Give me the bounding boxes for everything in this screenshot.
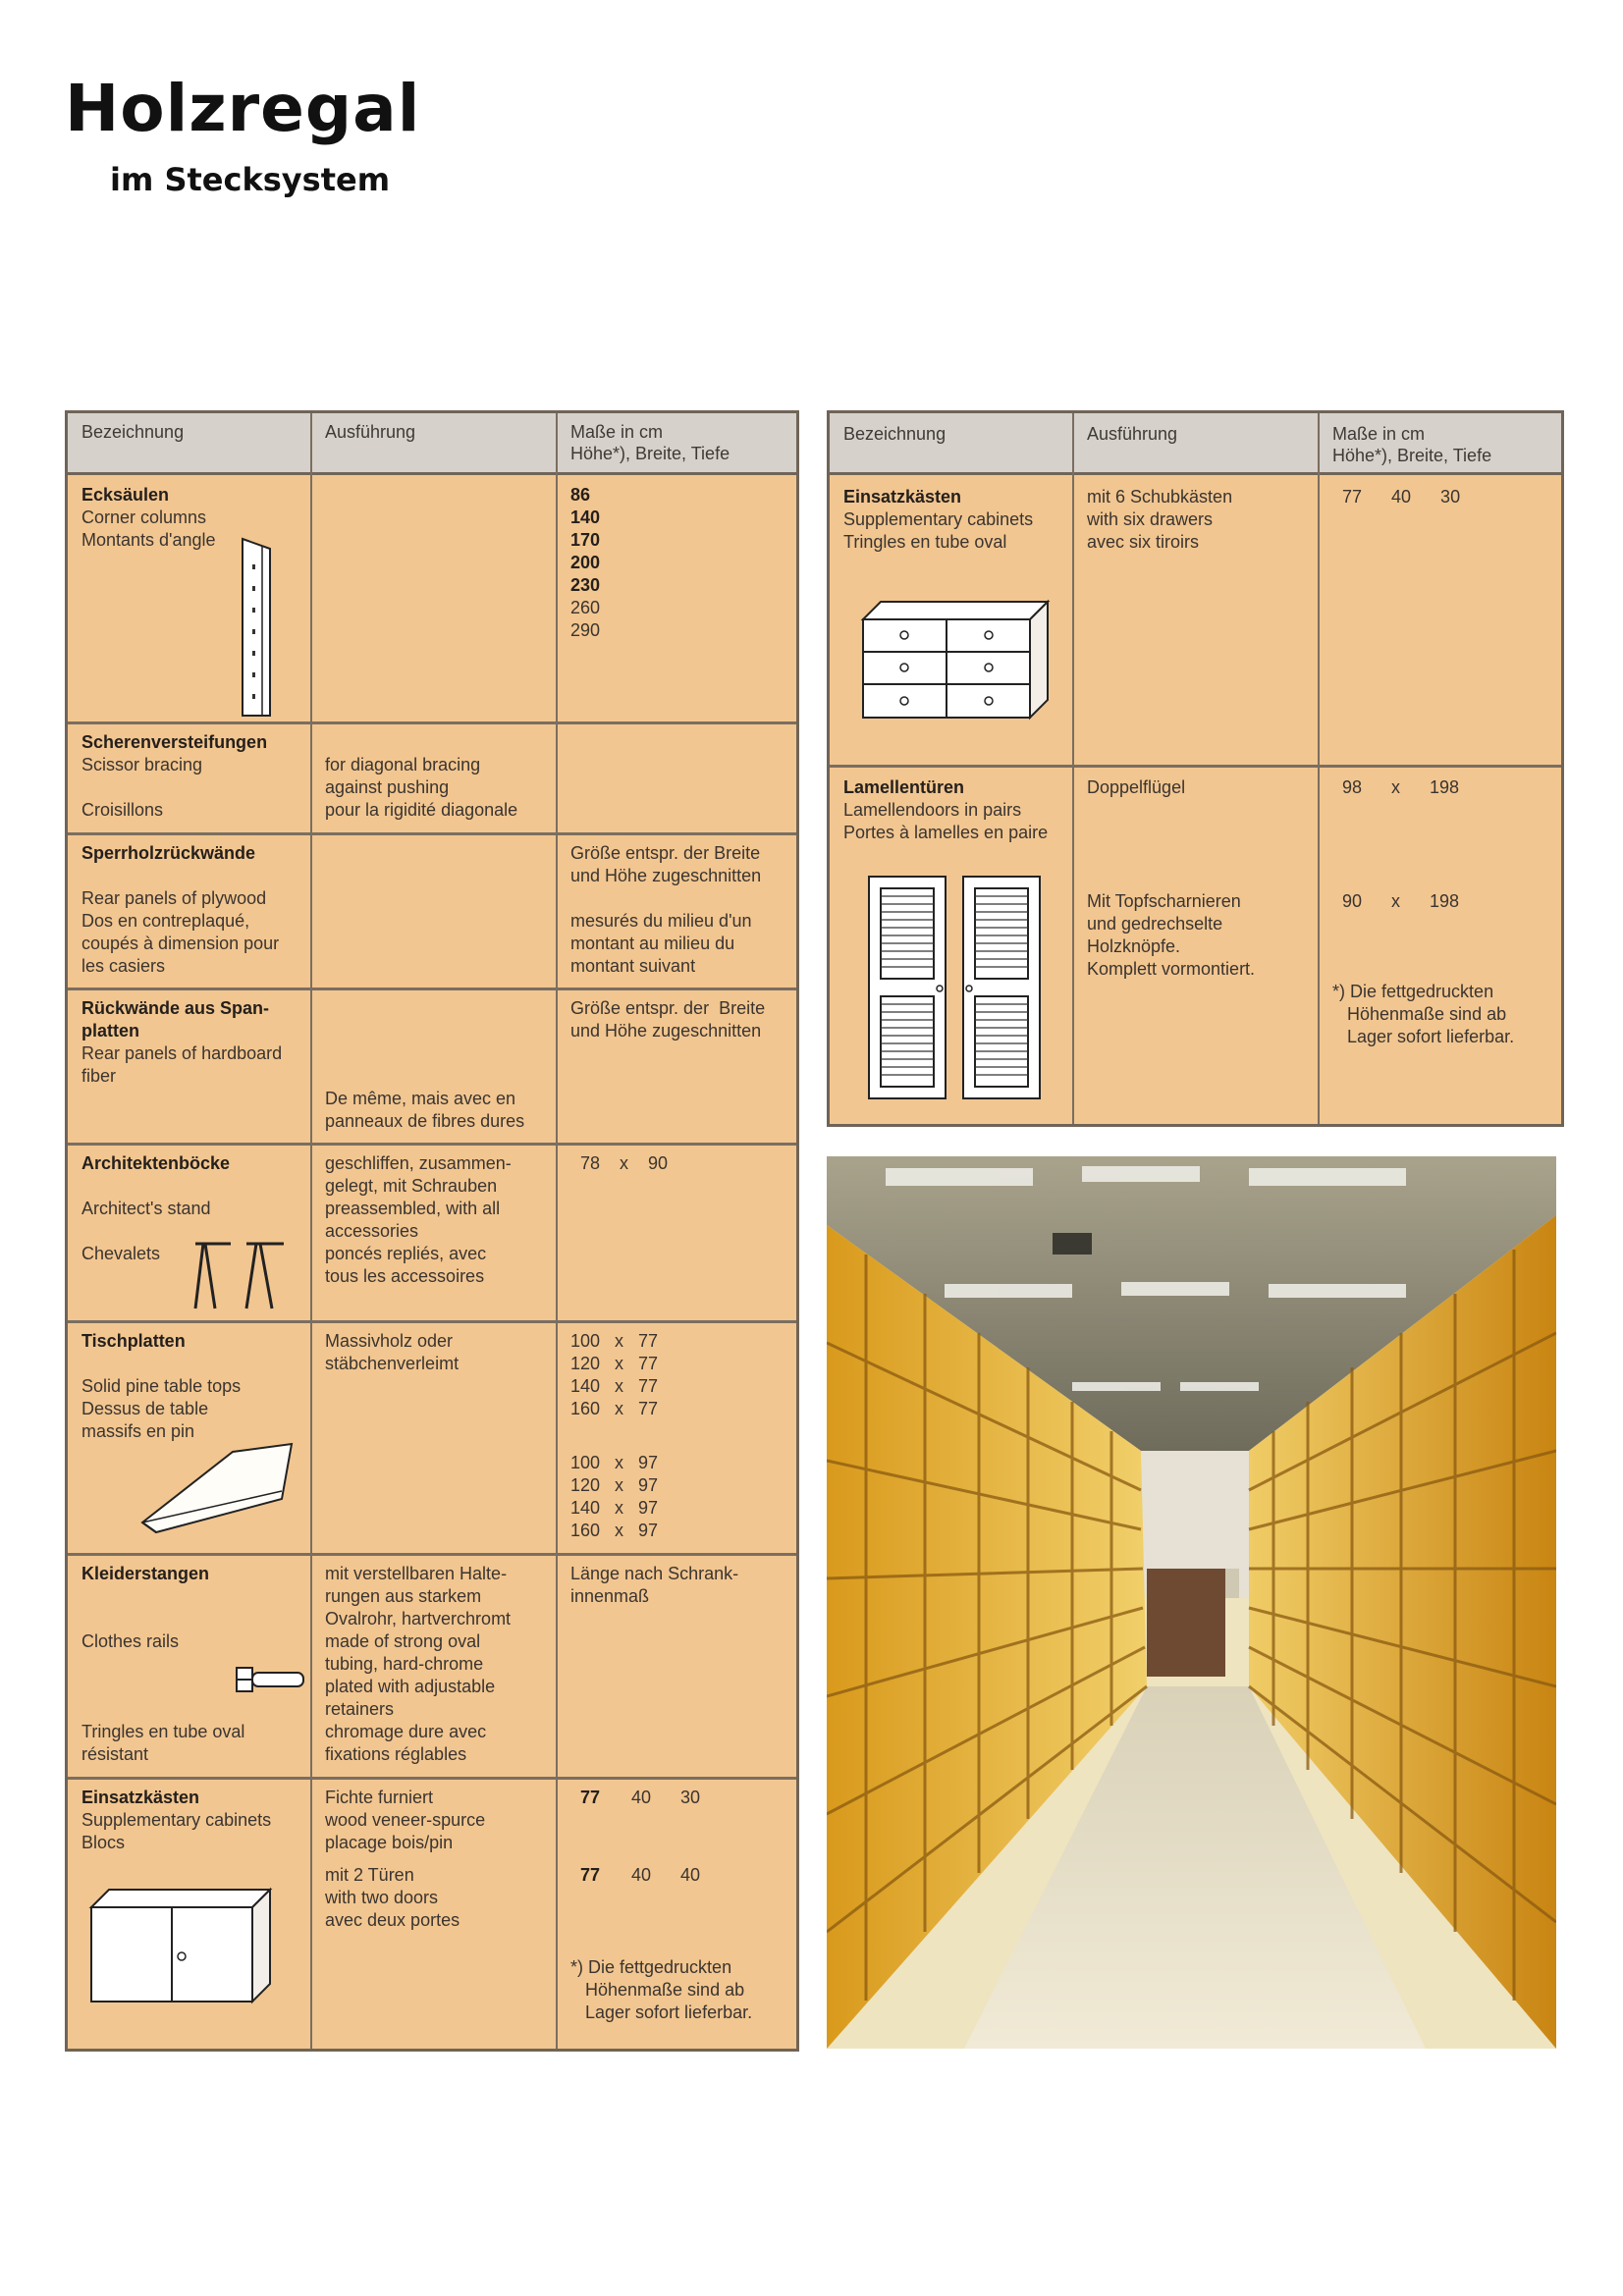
heights-other: 260 290 [570,598,601,640]
footnote: *) Die fettgedruckten Höhenmaße sind ab Lager sofort lieferbar. [570,1957,753,2022]
clothes-rail-illustration [233,1662,307,1702]
row-desc: Solid pine table tops Dessus de table massifs en pin [81,1376,242,1441]
row-dims: 77 40 30 [1342,487,1461,507]
trestle-illustration [191,1234,290,1317]
page-title: Holzregal [65,71,421,146]
row-dims-fr: mesurés du milieu d'un montant au milieu du montant suivant [570,911,752,976]
row-name: Kleiderstangen [81,1564,210,1583]
dims-height-1: 77 [580,1788,601,1807]
row-dims: Größe entspr. der Breite und Höhe zugeschnitten [570,998,766,1041]
row-name: Lamellentüren [843,777,965,797]
row-exec: geschliffen, zusammen- gelegt, mit Schrauben preassembled, with all accessories poncés repliés, avec tous les accessoires [325,1153,512,1286]
dims-height-2: 77 [580,1865,601,1885]
row-dims: 98 x 198 [1342,777,1460,797]
row-dims: 78 x 90 [580,1153,669,1173]
row-dims: Größe entspr. der Breite und Höhe zugeschnitten [570,843,762,885]
row-desc: Rear panels of plywood Dos en contreplaqué, coupés à dimension pour les casiers [81,888,280,976]
drawer-cabinet-illustration [859,598,1052,726]
row-exec: De même, mais avec en panneaux de fibres dures [325,1089,525,1131]
row-desc: Clothes rails [81,1631,180,1651]
two-door-cabinet-illustration [87,1886,274,2010]
header-bezeichnung: Bezeichnung [81,422,185,442]
heights-in-stock: 86 140 170 200 230 [570,485,601,595]
header-masse: Maße in cm Höhe*), Breite, Tiefe [1332,424,1492,465]
table-top-illustration [138,1438,296,1541]
row-name: Einsatzkästen [843,487,962,507]
row-dims-2: 100 x 97 120 x 97 140 x 97 160 x 97 [570,1453,659,1540]
header-ausfuehrung: Ausführung [325,422,416,442]
row-desc: Lamellendoors in pairs Portes à lamelles en paire [843,800,1049,842]
row-exec: mit verstellbaren Halte- rungen aus starkem Ovalrohr, hartverchromt made of strong oval tubing, hard-chrome plated with adjustable retainers chromage dure avec fixations réglables [325,1564,512,1764]
dims-rest-2: 40 40 [631,1865,701,1885]
row-name: Ecksäulen [81,485,170,505]
row-name: Tischplatten [81,1331,186,1351]
row-exec: mit 6 Schubkästen with six drawers avec six tiroirs [1087,487,1233,552]
row-desc: Supplementary cabinets Blocs [81,1810,272,1852]
louvre-doors-illustration [867,875,1044,1107]
row-desc: Supplementary cabinets Tringles en tube oval [843,509,1034,552]
row-desc: Rear panels of hardboard fiber [81,1043,283,1086]
row-desc-fr: Tringles en tube oval résistant [81,1722,245,1764]
row-desc: Architect's stand [81,1199,211,1218]
row-name: Einsatzkästen [81,1788,200,1807]
row-desc: Scissor bracing [81,755,203,774]
right-product-table [827,410,1564,1127]
corner-column-illustration [241,535,274,722]
header-bezeichnung: Bezeichnung [843,424,947,444]
row-exec-2: mit 2 Türen with two doors avec deux portes [325,1865,460,1930]
dims-rest-1: 40 30 [631,1788,701,1807]
row-desc-fr: Chevalets [81,1244,161,1263]
left-product-table [65,410,799,2052]
row-name: Rückwände aus Span- platten [81,998,270,1041]
header-ausfuehrung: Ausführung [1087,424,1178,444]
footnote: *) Die fettgedruckten Höhenmaße sind ab Lager sofort lieferbar. [1332,982,1515,1046]
row-exec: Fichte furniert wood veneer-spurce placage bois/pin [325,1788,486,1852]
row-desc-fr: Croisillons [81,800,164,820]
row-name: Architektenböcke [81,1153,231,1173]
row-dims: 100 x 77 120 x 77 140 x 77 160 x 77 [570,1331,659,1418]
row-desc: Corner columns Montants d'angle [81,507,216,550]
page-subtitle: im Stecksystem [110,161,391,198]
row-exec: Doppelflügel [1087,777,1186,797]
header-masse: Maße in cm Höhe*), Breite, Tiefe [570,422,730,463]
warehouse-shelving-photo [827,1156,1556,2049]
row-exec-2: Mit Topfscharnieren und gedrechselte Holzknöpfe. Komplett vormontiert. [1087,891,1256,979]
row-exec: for diagonal bracing against pushing pour la rigidité diagonale [325,755,518,820]
row-name: Scherenversteifungen [81,732,268,752]
row-name: Sperrholzrückwände [81,843,256,863]
row-dims-2: 90 x 198 [1342,891,1460,911]
row-dims: Länge nach Schrank- innenmaß [570,1564,739,1606]
row-exec: Massivholz oder stäbchenverleimt [325,1331,460,1373]
